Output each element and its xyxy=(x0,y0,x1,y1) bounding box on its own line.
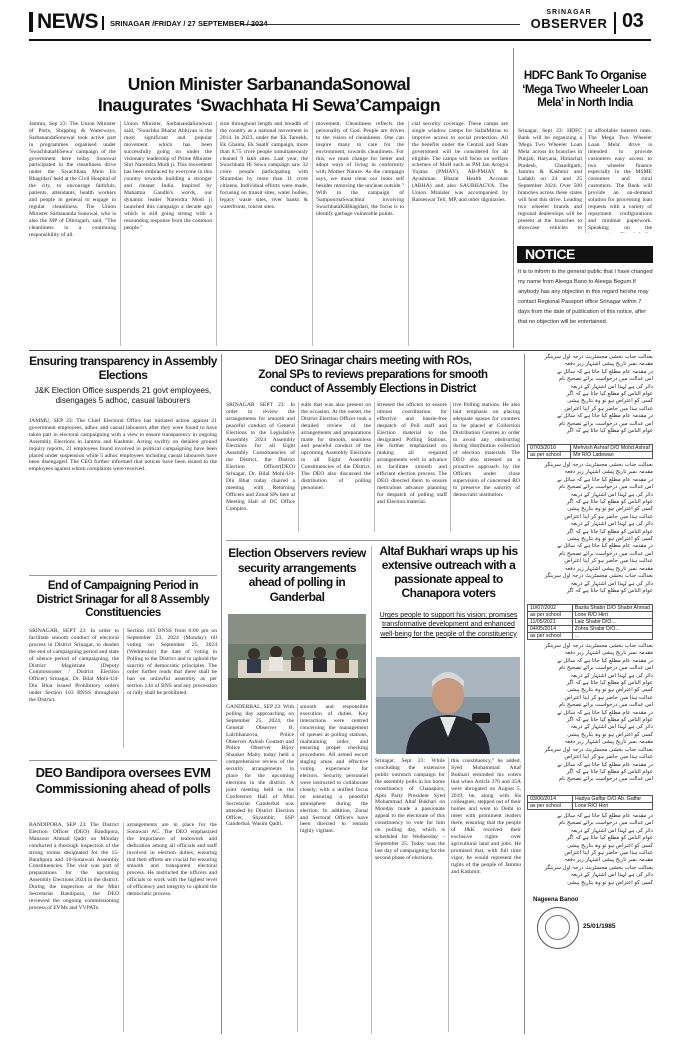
legal-urdu-line: کسی کو اعتراض ہو تو وہ بتاریخ پیشی xyxy=(567,398,653,405)
speaker-photo-illustration xyxy=(376,657,520,754)
lead-col-2: Union Minister, SarbanandaSonowal said, "Swachha Bharat Abhiyan is the most significant and popular movement which has been successfully going on under the visionary leadership of Prime Minister Shri Narendra Modi ji. This movement has been embraced by everyone in this country towards building a stronger and cleaner India. Inspired by Mahatma Gandhi's words, our dynamic leader Narendra Modi ji launched this campaign a decade ago which is still going strong with a resounding response from the common people." xyxy=(124,121,212,231)
table-row xyxy=(528,452,653,459)
legal-urdu-line: در مقدمہ عام مطلع کیا جاتا ہے کہ سائل نے xyxy=(557,813,653,819)
legal-urdu-line: دائر کی ہے لہذا اس اشتہار کے ذریعہ xyxy=(570,827,653,834)
legal-urdu-line: اس عدالت میں درخواست برائے تصحیح نام xyxy=(558,420,653,427)
bukhari-col-1: Srinagar, Sept 23: While concluding the extensive public outreach campaign for the assembly polls in his home constituency of Chanapora, Apni Party President Syed Mohammad Altaf Bukhari on Monday made a passionate appeal to the electorate of this constituency to vote for him on polling day, which is scheduled for Wednesday – September 25. Today was the last day of campaigning for the second phase of elections. xyxy=(375,758,445,861)
table-row xyxy=(528,612,653,619)
table-cell: ... xyxy=(572,633,652,640)
legal-urdu-line: مقدمہ نمبر تاریخ پیشی اشتہار زیر دفعہ xyxy=(564,469,653,476)
section-rule xyxy=(29,350,651,351)
legal-urdu-line: اس عدالت میں درخواست برائے تصحیح نام xyxy=(558,820,653,827)
section-label: NEWS xyxy=(37,10,98,33)
table-row xyxy=(528,445,653,452)
legal-urdu-line: کسی کو اعتراض ہو تو وہ بتاریخ پیشی xyxy=(567,842,653,849)
legal-urdu-lower xyxy=(527,643,653,791)
signature-name: Nageena Banoo xyxy=(533,897,579,903)
legal-urdu-line: عوام الناس کو مطلع کیا جاتا ہے کہ اگر xyxy=(566,835,653,842)
legal-notice xyxy=(527,354,653,1034)
srinagar-deo-headline xyxy=(226,354,520,396)
table-cell: as per school xyxy=(528,452,571,459)
table-cell: Zohra Shabir D/O... xyxy=(572,626,652,633)
srinagar-deo-headline-line3: conduct of Assembly Elections in District xyxy=(270,383,476,395)
hdfc-col-1: Srinagar, Sept 23: HDFC Bank will be organizing a 'Mega Two Wheeler Loan Mela' across its branches in Punjab, Haryana, Himachal Pradesh, Chandigarh, Jammu & Kashmir and Ladakh on 24 and 25 September 2024. Over 500 branches across these states will host this drive. Leading two wheeler brands and regional dealerships will be present at the branches to showcase vehicles to xyxy=(518,128,582,231)
legal-urdu-line: عوام الناس کو مطلع کیا جاتا ہے کہ اگر xyxy=(566,768,653,775)
bukhari-subhead xyxy=(376,611,521,639)
col-rule xyxy=(450,402,451,532)
table-row xyxy=(528,605,653,612)
bukhari-photo xyxy=(376,657,520,754)
legal-urdu-line: در مقدمہ عام مطلع کیا جاتا ہے کہ سائل نے xyxy=(557,543,653,550)
paper-name: OBSERVER xyxy=(530,16,608,31)
legal-urdu-line: مقدمہ نمبر تاریخ پیشی اشتہار زیر دفعہ xyxy=(564,650,653,657)
col-rule xyxy=(120,121,121,346)
legal-urdu-line: در مقدمہ عام مطلع کیا جاتا ہے کہ سائل نے xyxy=(557,761,653,768)
notice-text: It is to inform to the general public that I have changed my name from Aleega Bano to Aleega Begum.If anybody has any objection in this regard he/she may contact Regional Passport office Srinagar within 7 days from the date of publication of this notice, after that no objection will be entertained. xyxy=(518,269,653,325)
dateline: SRINAGAR /FRIDAY / 27 SEPTEMBER / 2024 xyxy=(110,19,268,28)
table-cell: Lone R/O Hirri xyxy=(572,612,652,619)
table-row xyxy=(528,626,653,633)
legal-urdu-line: اس عدالت میں درخواست برائے تصحیح نام xyxy=(558,702,653,709)
table-cell: as per school xyxy=(528,612,573,619)
legal-urdu-line: بعدالت جناب بخشی مجسٹریٹ درجہ اول سرینگر xyxy=(544,354,653,360)
campaigning-col-2: Section 163 BNSS from 6:00 pm on September 23, 2024 (Monday) till voting on September 25, 2024 (Wednesday) the date of voting in Polling to the District and to uphold the sanctity of democratic principles. The order further reads that there shall be ban on unlawful assembly as per section 144 of BNS and any procession or rally shall be prohibited. xyxy=(127,628,217,697)
section-rule xyxy=(29,760,217,761)
col-rule xyxy=(123,822,124,1032)
masthead-divider xyxy=(102,16,104,30)
legal-urdu-line: عوام الناس کو مطلع کیا جاتا ہے کہ اگر xyxy=(566,528,653,535)
col-rule xyxy=(312,121,313,346)
legal-urdu-line: اس عدالت میں درخواست برائے تصحیح نام xyxy=(558,665,653,672)
table-cell: 07/03/2016 xyxy=(528,445,571,452)
legal-urdu-line: مقدمہ نمبر تاریخ پیشی اشتہار زیر دفعہ xyxy=(564,739,653,746)
table-cell: Mehvish Ashraf D/O Mohd Ashraf xyxy=(571,445,653,452)
notice-banner xyxy=(517,246,653,263)
col-rule xyxy=(448,758,449,1032)
table-cell: 10/07/2002 xyxy=(528,605,573,612)
legal-urdu-line: عدالت ہذا میں حاضر ہو کر اپنا اعتراض xyxy=(564,850,653,857)
legal-urdu-line: اس عدالت میں درخواست برائے تصحیح نام xyxy=(558,550,653,557)
legal-urdu-line: عدالت ہذا میں حاضر ہو کر اپنا اعتراض xyxy=(564,558,653,565)
table-cell: Lone R/O Hirri xyxy=(573,803,653,810)
legal-urdu-line: دائر کی ہے لہذا اس اشتہار کے ذریعہ xyxy=(570,521,653,528)
table-cell: 03/06/2014 xyxy=(528,796,573,803)
legal-urdu-line: کسی کو اعتراض ہو تو وہ بتاریخ پیشی xyxy=(567,536,653,543)
legal-urdu-line: عوام الناس کو مطلع کیا جاتا ہے کہ اگر xyxy=(566,717,653,724)
legal-urdu-line: بعدالت جناب بخشی مجسٹریٹ درجہ اول سرینگر xyxy=(544,462,653,468)
legal-urdu-line: مقدمہ نمبر تاریخ پیشی اشتہار زیر دفعہ xyxy=(564,565,653,572)
table-cell: Bazila Shabir D/O Shabir Ahmad xyxy=(572,605,652,612)
legal-urdu-line: دائر کی ہے لہذا اس اشتہار کے ذریعہ xyxy=(570,580,653,587)
lead-headline-line2: Inaugurates ‘Swachhata Hi Sewa’Campaign xyxy=(97,95,441,115)
legal-urdu-line: عوام الناس کو مطلع کیا جاتا ہے کہ اگر xyxy=(566,499,653,506)
notice-title: NOTICE xyxy=(525,246,575,262)
col-rule xyxy=(408,121,409,346)
legal-urdu-line: عدالت ہذا میں حاضر ہو کر اپنا اعتراض xyxy=(564,694,653,701)
srinagar-deo-col-2: sults that was also present on the occasion. At the outset, the District Election Officer took a detailed review of the arrangements and preparations made for smooth, seamless and peaceful conduct of the upcoming Assembly Elections in all Eight Assembly Constituencies of the District. The DEO also discussed the distribution of polling personnel. xyxy=(301,402,371,491)
table-cell: as per school xyxy=(528,633,573,640)
legal-urdu-line: دائر کی ہے لہذا اس اشتہار کے ذریعہ xyxy=(570,872,653,879)
legal-urdu-line: عدالت ہذا میں حاضر ہو کر اپنا اعتراض xyxy=(564,754,653,761)
legal-urdu-line: در مقدمہ عام مطلع کیا جاتا ہے کہ سائل نے xyxy=(557,709,653,716)
legal-table-1 xyxy=(527,444,653,459)
col-rule xyxy=(216,121,217,346)
col-rule xyxy=(371,546,372,1034)
ganderbal-photo xyxy=(228,614,366,700)
legal-table-3 xyxy=(527,795,653,810)
bukhari-headline: Altaf Bukhari wraps up his extensive outreach with a passionate appeal to Chanapora voters xyxy=(379,544,518,600)
legal-urdu-line: بعدالت جناب بخشی مجسٹریٹ درجہ اول سرینگر xyxy=(544,643,653,649)
table-row xyxy=(528,803,653,810)
legal-urdu-line: کسی کو اعتراض ہو تو وہ بتاریخ پیشی xyxy=(567,731,653,738)
legal-urdu-line: دائر کی ہے لہذا اس اشتہار کے ذریعہ xyxy=(570,724,653,731)
masthead-divider-right xyxy=(614,12,616,34)
bandipora-col-1: BANDIPORA, SEP 23: The District Election Officer (DEO) Bandipora, Manzoor Ahmad Qadri on Monday conducted a thorough inspection of the strong rooms designated for the 15-Bandipora and 16-Sonawari Assembly Constituencies. The visit was part of preparations for the upcoming Assembly Elections 2024 in the district. During the inspection at the Mini Secretariat Bandipora, the DEO reviewed the ongoing commissioning process of EVMs and VVPATs. xyxy=(29,822,119,911)
col-rule xyxy=(297,704,298,1032)
lead-col-4: movement. Cleanliness reflects the personality of God. People are driven to the vision of cleanliness. One can inspire many to care for the environment, towards cleanliness. For this, we must change for better and adopt ways of living in conformity with Mother Nature. As the campaign says, we must clean our inner self besides removing the unclean outside." With in the campaign of 'SampoornaSwachhta' involving SwachhataKiBhagidari, the focus is to identify garbage vulnerable points. xyxy=(316,121,404,217)
col-rule xyxy=(221,354,222,1034)
legal-urdu-line: عوام الناس کو مطلع کیا جاتا ہے کہ اگر xyxy=(566,428,653,435)
table-cell: Laiz Shabir D/O... xyxy=(572,619,652,626)
masthead-left-bar xyxy=(29,12,33,32)
legal-urdu-line: عوام الناس کو مطلع کیا جاتا ہے کہ اگر xyxy=(566,391,653,398)
campaigning-col-1: SRINAGAR, SEPT 23: In order to facilitate smooth conduct of electoral process in District Srinagar, to deaden the end of campaigning period and state of silence period of campaigning, the District Magistrate (Deputy Commissioner / District Election Officer) Srinagar, Dr. Bilal Mohi-Ud-Din Bhat issued Prohibitory orders under Section 163 BNSS throughout the District. xyxy=(29,628,119,704)
bukhari-col-2: this constituency," he added. Syed Mohammad Altaf Bukhari reminded his voters that when Article 370 and 35A were abrogated on August 5, 2019, he, along with his colleagues, stepped out of their homes and went to Delhi to meet with prominent leaders there, ensuring that the people of J&K received their exclusive rights over agricultural land and jobs. He promised that, with full time vigor, he would represent the rights of the people of Jammu and Kashmir. xyxy=(451,758,521,875)
legal-urdu-line: بعدالت جناب بخشی مجسٹریٹ درجہ اول سرینگر xyxy=(544,573,653,580)
bukhari-subhead-text: Urges people to support his vision; promises transformative development and enhanced well-being for the people of the constituency xyxy=(379,612,518,638)
hdfc-headline: HDFC Bank To Organise ‘Mega Two Wheeler Loan Mela’ in North India xyxy=(522,70,648,109)
legal-signature-block xyxy=(527,895,653,955)
legal-urdu-line: در مقدمہ عام مطلع کیا جاتا ہے کہ سائل نے xyxy=(557,476,653,483)
legal-urdu-line: اس عدالت میں درخواست برائے تصحیح نام xyxy=(558,376,653,383)
col-rule xyxy=(513,48,514,348)
srinagar-deo-headline-line2: Zonal SPs to reviews preparations for smooth xyxy=(258,369,488,381)
lead-headline xyxy=(29,74,509,116)
legal-urdu-line: کسی کو اعتراض ہو تو وہ بتاریخ پیشی xyxy=(567,687,653,694)
court-seal xyxy=(537,907,579,949)
masthead-bottom-rule xyxy=(29,39,651,41)
stamp-date: 25/01/1985 xyxy=(583,923,616,930)
masthead xyxy=(0,0,680,40)
hdfc-col-2: at affordable interest rates. The Mega Two Wheeler Loan Mela' drive is intended to provide customers easy access to two wheeler finance especially in the MSME consumer and rural customers. The Bank will provide an on-demand solution for processing loan requests with a variety of repayment configurations and minimal paperwork. Speaking on the xyxy=(588,128,652,231)
bandipora-col-2: arrangements are in place for the Sonawari AC. The DEO emphasized the importance of teamwork and dedication among all officials and staff involved in election duties, ensuring that their efforts are crucial for ensuring smooth and transparent electoral process. He instructed the officers and officials to work with the highest level of efficiency and integrity to uphold the democratic process. xyxy=(127,822,217,898)
lead-col-3: sion throughout length and breadth of the country as a national movement in 2014. In 2023, under the 'Ek Tareekh, Ek Ghanta, Ek Saath' campaign, more than 8.75 crore people simultaneously cleaned 9 lakh sites. Last year, the Swachhata Hi Sewa campaign saw 32 crore people participating with Shramdan by more than 11 crore citizens. Individual efforts were made, focusing on transit sites, water bodies, legacy waste sites, river banks & waterfronts, tourist sites. xyxy=(220,121,308,210)
legal-urdu-line: کسی کو اعتراض ہو تو وہ بتاریخ پیشی xyxy=(567,506,653,513)
legal-urdu-line: در مقدمہ عام مطلع کیا جاتا ہے کہ سائل نے xyxy=(557,368,653,375)
legal-urdu-line: کسی کو اعتراض ہو تو وہ بتاریخ پیشی xyxy=(567,879,653,886)
table-row xyxy=(528,633,653,640)
legal-urdu-line: عوام الناس کو مطلع کیا جاتا ہے کہ اگر xyxy=(566,680,653,687)
col-rule xyxy=(123,628,124,748)
legal-urdu-line: دائر کی ہے لہذا اس اشتہار کے ذریعہ xyxy=(570,383,653,390)
table-cell: Mir R/O Ladewan xyxy=(571,452,653,459)
col-rule xyxy=(298,402,299,532)
lead-col-1: Jammu, Sep 23: The Union Minister of Ports, Shipping & Waterways, SarbanandaSonowal took active part in programmes organised under 'SwachhataHiSewa' campaign of the government here today. Sonowal participated in the cleanliness drive under the 'Swachhata Mein Ek Bhagidari' held at the Civil Hospital of the city, to encourage faithfuls, patients, attendants, health workers and people in general to engage in regular cleanliness. The Union Minister Sarbananda Sonowal, who is also the MP of Dibrugarh, said, "The cleanliness is a continuing responsibility of all. xyxy=(29,121,116,238)
legal-urdu-line: مقدمہ نمبر تاریخ پیشی اشتہار زیر دفعہ xyxy=(564,361,653,368)
col-rule xyxy=(374,402,375,532)
legal-urdu-line: اس عدالت میں درخواست برائے تصحیح نام xyxy=(558,484,653,491)
lead-col-5: cial security coverage. These camps are single window camps for SafaiMitras to improve access to social protection. All the benefits under the Central and State government will be considered for all eligible. The camps will focus on welfare schemes of MoH such as PM Jan Arogya Yojana (PMJAY), AB-PMJAY & Ayushman Bharat Health Account (ABHA) and also SAUBHAGYA. The Union Minister was accompanied by Rameswar Teli, MP, and other dignitaries. xyxy=(412,121,508,203)
srinagar-deo-col-4: tive Polling stations. He also laid emphasis on placing adequate spaces for counters to be placed at Collection Distribution Centres in order to avoid any obstructing during distribution collection of election materials. The DEO also stressed on a proactive approach by the Officers under close supervision of concerned RO to preserve the sanctity of democratic institution. xyxy=(453,402,520,498)
legal-urdu-top xyxy=(527,354,653,440)
srinagar-deo-col-3: stressed the officers to ensure utmost coordination for effective and hassle-free despatch of Poll staff and Election material to the designated Polling Stations. He further emphasized on making all required arrangements well in advance to facilitate smooth and efficient election process. The DEO directed them to ensure meticulous advance planning for despatch of polling staff and Election material. xyxy=(377,402,447,505)
transparency-headline: Ensuring transparency in Assembly Elections xyxy=(29,354,217,382)
legal-urdu-line: عدالت ہذا میں حاضر ہو کر اپنا اعتراض xyxy=(564,405,653,412)
campaigning-headline: End of Campaigning Period in District Srinagar for all 8 Assembly Constituencies xyxy=(36,580,210,619)
transparency-body: JAMMU, SEP 23: The Chief Electoral Office has initiated action against 21 government employees, adhoc and casual labourers after they were found to have taken part in electoral campaigning with a view to ensure transparency in ongoing Assembly Elections in Jammu and Kashmir. Acting swiftly on detailed ground inquiry reports, 21 employees found involved in political campaigning have been placed under suspension while 5 adhoc employees including casual labourers have been disengaged. The CEO further informed that notices have been issued to the employees against whom complaints were received. xyxy=(29,418,217,473)
section-rule xyxy=(29,575,217,576)
ganderbal-col-1: GANDERBAL, SEP 23: With polling day approaching on September 25, 2024, the General Observer B. Lalchhanzova, Police Observer Ashish Goutam and Police Observer Bijoy Shanker Maity today held a comprehensive review of the security arrangements in place for the upcoming elections in the district. A joint meeting held in the Conference Hall of Mini Secretariat Ganderbal was attended by District Election Officer, Shyambir; SSP Ganderbal, Wasim Qadri. xyxy=(226,704,294,828)
meeting-photo-illustration xyxy=(228,614,366,700)
srinagar-deo-col-1: SRINAGAR SEPT 23: In order to review the arrangements for smooth and peaceful conduct of General Elections to the Legislative Assembly 2024 Assembly Elections for all Eight Assembly Constituencies of the District, the District Election Officer(DEO) Srinagar, Dr. Bilal Mohi-Ud-Din Bhat today chaired a meeting with Returning Officers and Zonal SPs here at Meeting Hall of DC Office Complex. xyxy=(226,402,295,512)
legal-table-2 xyxy=(527,604,653,640)
lead-headline-line1: Union Minister SarbanandaSonowal xyxy=(127,74,411,94)
transparency-subhead: J&K Election Office suspends 21 govt employees, disengages 5 adhoc, casual labourers xyxy=(34,386,212,405)
legal-urdu-line: بعدالت جناب بخشی مجسٹریٹ درجہ اول سرینگر xyxy=(544,746,653,753)
legal-urdu-line: مقدمہ نمبر تاریخ پیشی اشتہار زیر دفعہ xyxy=(564,857,653,864)
bandipora-headline: DEO Bandipora oversees EVM Commissioning ahead of polls xyxy=(35,765,211,796)
legal-urdu-line: عدالت ہذا میں حاضر ہو کر اپنا اعتراض xyxy=(564,513,653,520)
srinagar-deo-headline-line1: DEO Srinagar chairs meeting with ROs, xyxy=(274,355,472,367)
legal-urdu-line: دائر کی ہے لہذا اس اشتہار کے ذریعہ xyxy=(570,672,653,679)
court-seal-inner xyxy=(545,915,570,940)
ganderbal-headline: Election Observers review security arrangements ahead of polling in Ganderbal xyxy=(228,546,366,604)
table-cell: as per school xyxy=(528,803,573,810)
table-row xyxy=(528,796,653,803)
legal-urdu-line: در مقدمہ عام مطلع کیا جاتا ہے کہ سائل نے xyxy=(557,413,653,420)
legal-urdu-line: دائر کی ہے لہذا اس اشتہار کے ذریعہ xyxy=(570,491,653,498)
ganderbal-col-2: smooth and responsible execution of duties. Key interactions were centred concerning the management of queues at polling stations, maintaining order, and ensuring proper checking procedures. All armed escort staging areas and effective voting experience for electors. Security personnel were instructed to collaborate closely, with a unified focus on ensuring a peaceful atmosphere during the election. In addition, Zonal and Sectoral Officers have been directed to remain highly vigilant. xyxy=(300,704,368,835)
legal-urdu-line: بعدالت جناب بخشی مجسٹریٹ درجہ اول سرینگر xyxy=(544,864,653,871)
legal-urdu-middle xyxy=(527,462,653,600)
col-rule xyxy=(524,354,525,1034)
col-rule xyxy=(585,128,586,233)
table-cell: 04/05/2014 xyxy=(528,626,573,633)
table-cell: Hadya Gaffar D/O Ab. Gaffar xyxy=(573,796,653,803)
masthead-rule xyxy=(240,24,520,25)
page-number: 03 xyxy=(622,10,644,32)
legal-urdu-line: عوام الناس کو مطلع کیا جاتا ہے کہ اگر xyxy=(566,587,653,594)
legal-urdu-line: در مقدمہ عام مطلع کیا جاتا ہے کہ سائل نے xyxy=(557,657,653,664)
table-cell: 11/05/2021 xyxy=(528,619,573,626)
legal-urdu-line: اس عدالت میں درخواست برائے تصحیح نام xyxy=(558,776,653,783)
paper-name-top: SRINAGAR xyxy=(546,9,592,16)
legal-urdu-bottom xyxy=(527,813,653,895)
table-row xyxy=(528,619,653,626)
section-rule xyxy=(226,540,520,541)
